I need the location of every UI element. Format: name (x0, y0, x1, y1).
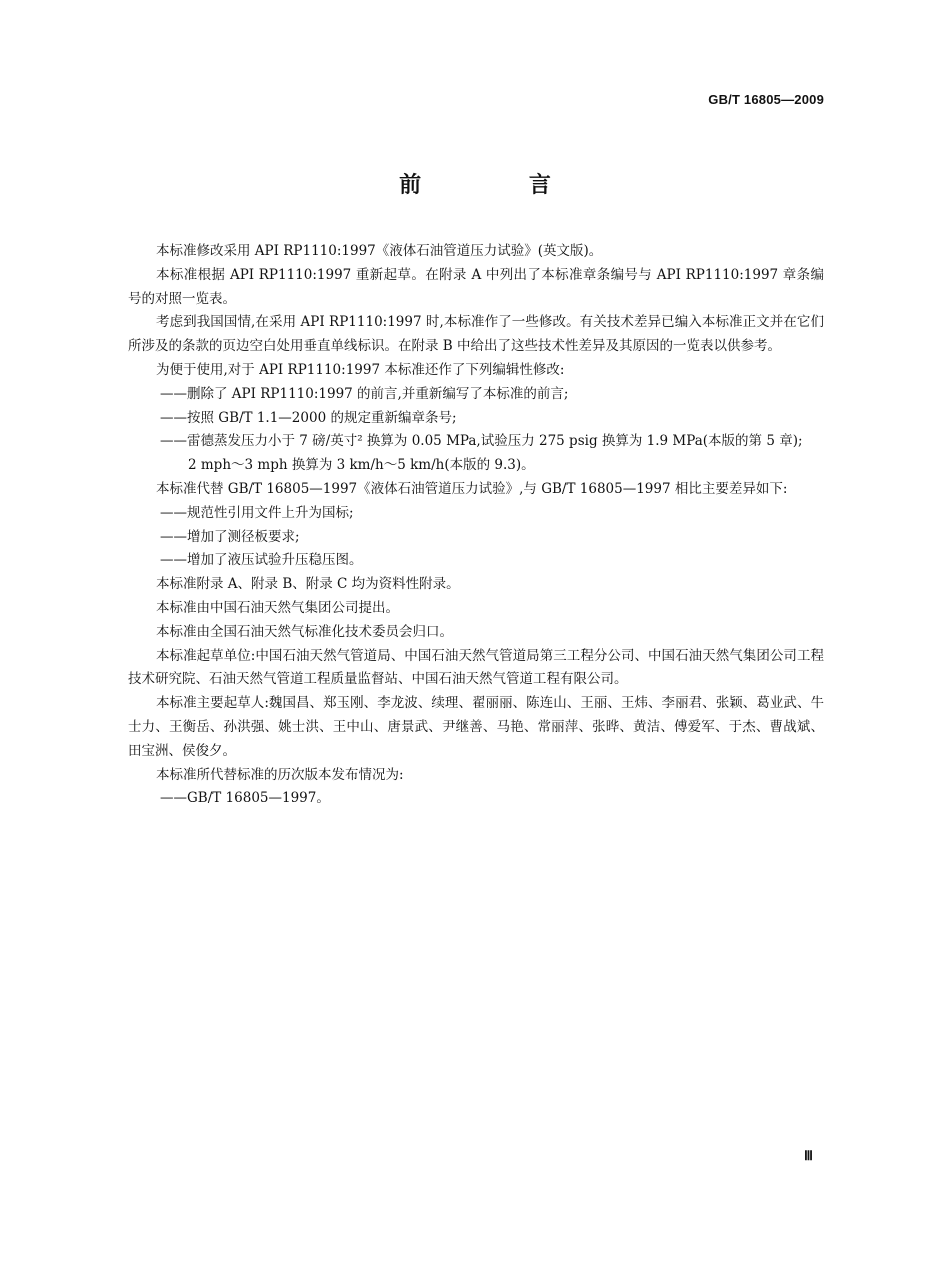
paragraph: 本标准由中国石油天然气集团公司提出。 (156, 599, 399, 616)
list-item: ——增加了液压试验升压稳压图。 (160, 552, 363, 569)
page-title: 前 言 (399, 172, 601, 198)
page-number: Ⅲ (804, 1148, 813, 1163)
list-item: ——规范性引用文件上升为国标; (160, 504, 354, 521)
paragraph: 本标准主要起草人:魏国昌、郑玉刚、李龙波、续理、翟丽丽、陈连山、王丽、王炜、李丽君、张颖、葛业武、牛士力、王衡岳、孙洪强、姚士洪、王中山、唐景武、尹继善、马艳、常丽萍、张晔、黄洁、傅爱军、于杰、曹战斌、田宝洲、侯俊夕。 (128, 695, 824, 759)
paragraph: 本标准起草单位:中国石油天然气管道局、中国石油天然气管道局第三工程分公司、中国石油天然气集团公司工程技术研究院、石油天然气管道工程质量监督站、中国石油天然气管道工程有限公司。 (128, 647, 824, 688)
paragraph: 本标准由全国石油天然气标准化技术委员会归口。 (156, 623, 453, 640)
list-item: ——GB/T 16805—1997。 (160, 790, 330, 807)
list-item: ——增加了测径板要求; (160, 528, 300, 545)
paragraph: 本标准根据 API RP1110:1997 重新起草。在附录 A 中列出了本标准章条编号与 API RP1110:1997 章条编号的对照一览表。 (128, 266, 824, 307)
list-item: ——删除了 API RP1110:1997 的前言,并重新编写了本标准的前言; (160, 385, 569, 402)
document-body (128, 240, 824, 811)
list-item-continuation: 2 mph～3 mph 换算为 3 km/h～5 km/h(本版的 9.3)。 (188, 457, 535, 474)
list-item: ——雷德蒸发压力小于 7 磅/英寸² 换算为 0.05 MPa,试验压力 275 psig 换算为 1.9 MPa(本版的第 5 章); (160, 433, 803, 450)
paragraph: 本标准代替 GB/T 16805—1997《液体石油管道压力试验》,与 GB/T 16805—1997 相比主要差异如下: (156, 480, 788, 497)
paragraph: 考虑到我国国情,在采用 API RP1110:1997 时,本标准作了一些修改。有关技术差异已编入本标准正文并在它们所涉及的条款的页边空白处用垂直单线标识。在附录 B 中给出了这些技术性差异及其原因的一览表以供参考。 (128, 314, 824, 355)
paragraph: 本标准所代替标准的历次版本发布情况为: (156, 766, 404, 783)
list-item: ——按照 GB/T 1.1—2000 的规定重新编章条号; (160, 409, 457, 426)
paragraph: 本标准附录 A、附录 B、附录 C 均为资料性附录。 (156, 576, 460, 593)
paragraph: 本标准修改采用 API RP1110:1997《液体石油管道压力试验》(英文版)。 (156, 243, 603, 259)
paragraph: 为便于使用,对于 API RP1110:1997 本标准还作了下列编辑性修改: (156, 361, 565, 378)
standard-code: GB/T 16805—2009 (708, 92, 824, 107)
